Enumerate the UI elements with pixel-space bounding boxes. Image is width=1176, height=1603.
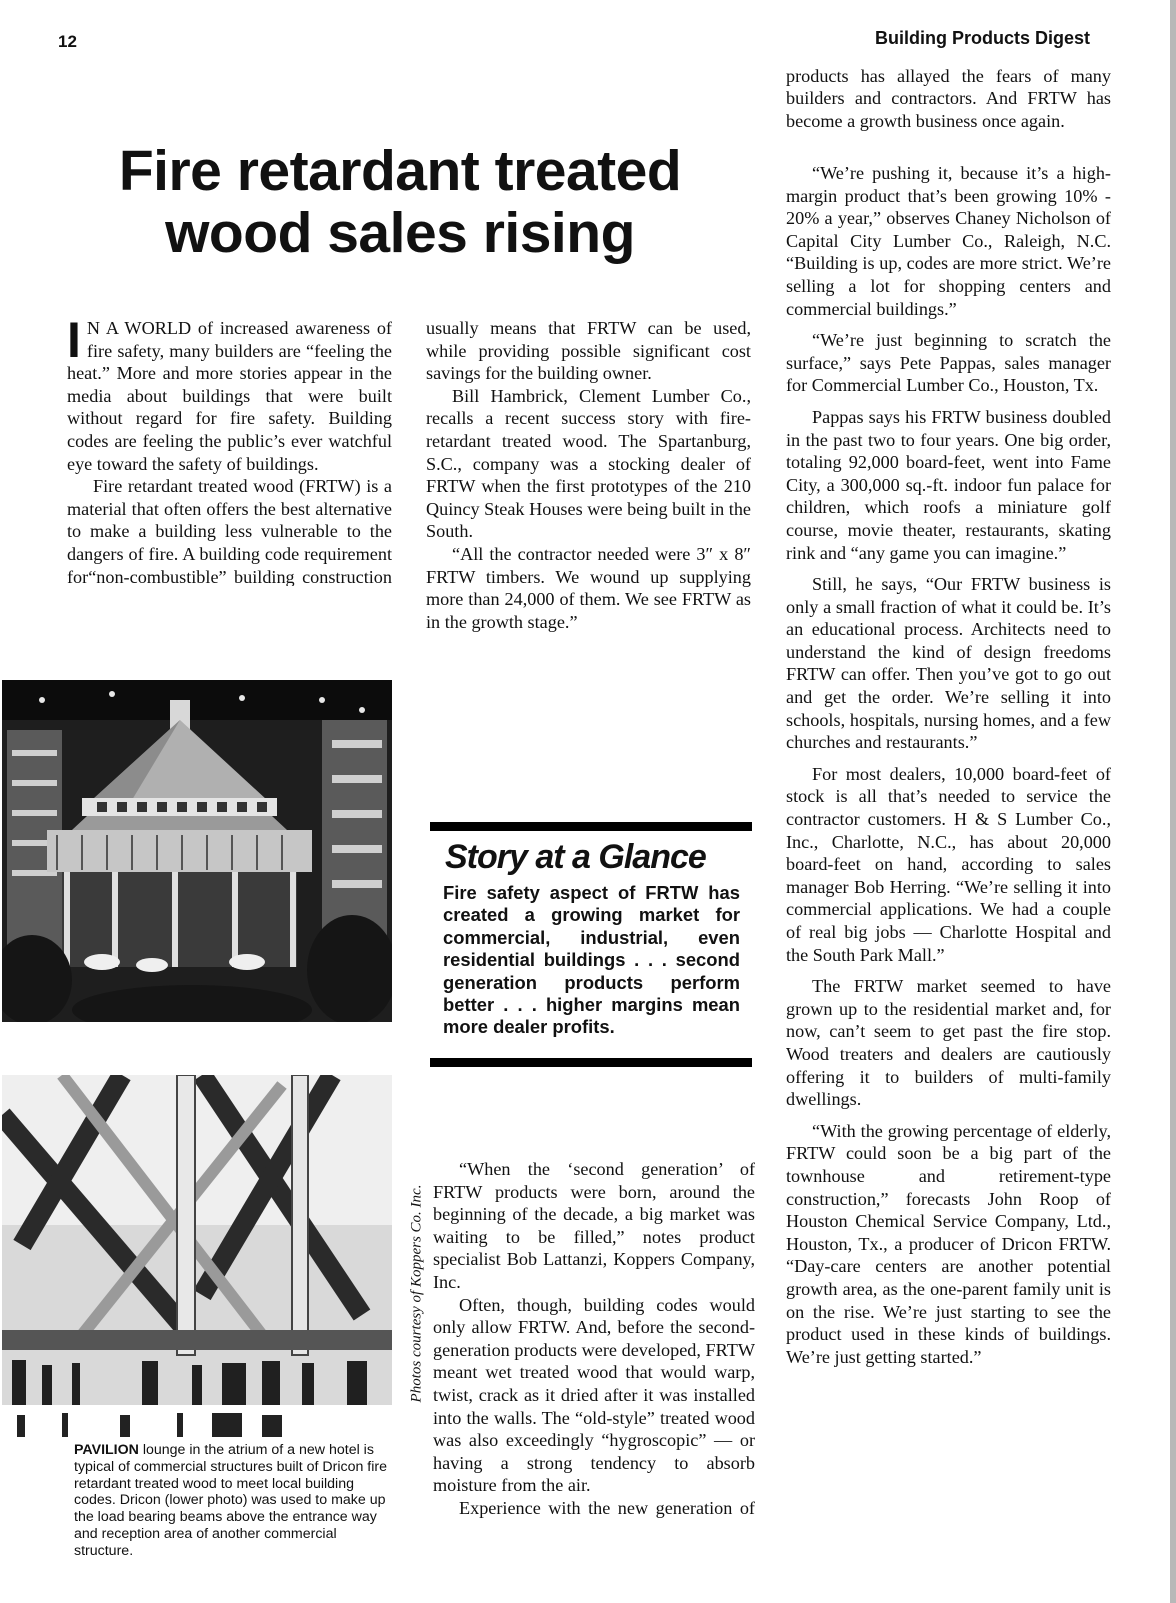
paragraph-12: For most dealers, 10,000 board-feet of stock is all that’s needed to service the contractor customers. H & S Lumber Co., Inc., Charlotte, N.C., has about 20,000 board-feet on hand, according to sales manager Bob Herring. “We’re selling it into commercial applications. We had a couple of real big jobs — Charlotte Hospital and the South Park Mall.” (786, 763, 1111, 965)
paragraph-7-continued (786, 67, 1111, 153)
photo-credit (402, 1160, 424, 1440)
publication-name: Building Products Digest (875, 28, 1091, 48)
article-column-3 (786, 67, 1111, 1587)
paragraph-2-text: Fire retardant treated wood (FRTW) is a material that often offers the best alternative to make a building less vulnerable to the dangers of fire. A building code requirement for“non-combustible” building construction (67, 476, 392, 587)
drop-cap: I (67, 312, 81, 368)
article-column-2-lower (433, 1158, 755, 1563)
paragraph-11: Still, he says, “Our FRTW business is only a small fraction of what it could be. It’s an educational process. Architects need to understand the kind of design freedoms FRTW can offer. Then you’ve got to go out and get the order. We’re selling it into schools, hospitals, nursing homes, and a few churches and restaurants.” (786, 574, 1111, 753)
photo-caption (74, 1442, 396, 1560)
paragraph-10: Pappas says his FRTW business doubled in the past two to four years. One big order, totaling 92,000 board-feet, went into Fame City, a 300,000 sq.-ft. indoor fun palace for children, which roofs a miniature golf course, movie theater, restaurants, skating rink and “any game you can imagine.” (786, 406, 1111, 563)
sidebar-bottom-rule (430, 1058, 752, 1067)
paragraph-7-cont-text: products has allayed the fears of many builders and contractors. And FRTW has become a growth business once again. (786, 67, 1111, 131)
page-edge (1170, 0, 1176, 1603)
paragraph-13: The FRTW market seemed to have grown up to the residential market and, for now, can’t seem to get past the fire stop. Wood treaters and dealers are cautiously offering it to builders of multi-family dwellings. (786, 976, 1111, 1110)
article-column-2 (426, 317, 751, 722)
headline-line-1: Fire retardant treated (118, 139, 682, 203)
article-column-1 (67, 312, 392, 587)
paragraph-2 (67, 475, 392, 586)
paragraph-14: “With the growing percentage of elderly, FRTW could soon be a big part of the townhouse and retirement-type construction,” forecasts John Roop of Houston Chemical Service Company, Ltd., Houston, Tx., a producer of Dricon FRTW. “Day-care centers are another potential growth area, as the one-parent family unit is on the rise. We’re just starting to see the product used in these kinds of buildings. We’re just getting started.” (786, 1120, 1111, 1367)
headline-line-2: wood sales rising (165, 201, 635, 265)
caption-lead: PAVILION (74, 1442, 139, 1458)
pavilion-image (2, 680, 392, 1022)
sidebar-top-rule (430, 822, 752, 831)
paragraph-2-cont-text: usually means that FRTW can be used, while providing possible significant cost savings for the building owner. (426, 317, 751, 384)
paragraph-7-start (433, 1497, 755, 1520)
sidebar-text: Fire safety aspect of FRTW has created a growing market for commercial, industrial, even residential buildings . . . second generation products perform better . . . higher margins mean more dealer profits. (443, 882, 740, 1038)
paragraph-9: “We’re just beginning to scratch the surface,” says Pete Pappas, sales manager for Commercial Lumber Co., Houston, Tx. (786, 330, 1111, 396)
paragraph-7-text: Experience with the new generation of (459, 1497, 755, 1518)
paragraph-8: “We’re pushing it, because it’s a high-margin product that’s been growing 10% - 20% a year,” observes Chaney Nicholson of Capital City Lumber Co., Raleigh, N.C. “Building is up, codes are more strict. We’re selling a lot for shopping centers and commercial buildings.” (786, 163, 1111, 319)
paragraph-4: “All the contractor needed were 3″ x 8″ FRTW timbers. We wound up supplying more than 24,000 of them. We see FRTW as in the growth stage.” (426, 543, 751, 632)
beams-image (2, 1075, 392, 1437)
photo-credit-text: Photos courtesy of Koppers Co. Inc. (408, 1184, 425, 1403)
caption-text: lounge in the atrium of a new hotel is typical of commercial structures built of Dricon fire retardant treated wood to meet local building codes. Dricon (lower photo) was used to make up the load bearing beams above the entrance way and reception area of another commercial structure. (74, 1442, 388, 1559)
lead-paragraph (67, 312, 392, 475)
paragraph-2-continued (426, 317, 751, 385)
sidebar-title: Story at a Glance (445, 838, 706, 876)
paragraph-6: Often, though, building codes would only allow FRTW. And, before the second-generation products were developed, FRTW meant wet treated wood that would warp, twist, crack as it dried after it was installed into the walls. The “old-style” treated wood was also exceedingly “hygroscopic” — or having a strong tendency to absorb moisture from the air. (433, 1294, 755, 1496)
lead-text: N A WORLD of increased awareness of fire safety, many builders are “feeling the heat.” More and more stories appear in the media about buildings that were built without regard for fire safety. Building codes are feeling the public’s ever watchful eye toward the safety of buildings. (67, 318, 392, 474)
page-number: 12 (58, 32, 77, 51)
headline (60, 140, 740, 264)
pavilion-photo (2, 680, 392, 1022)
paragraph-3: Bill Hambrick, Clement Lumber Co., recalls a recent success story with fire-retardant treated wood. The Spartanburg, S.C., company was a stocking dealer of FRTW when the first prototypes of the 210 Quincy Steak Houses were being built in the South. (426, 385, 751, 542)
paragraph-5: “When the ‘second generation’ of FRTW products were born, around the beginning of the decade, a big market was waiting to be filled,” notes product specialist Bob Lattanzi, Koppers Company, Inc. (433, 1159, 755, 1292)
beams-photo (2, 1075, 392, 1437)
